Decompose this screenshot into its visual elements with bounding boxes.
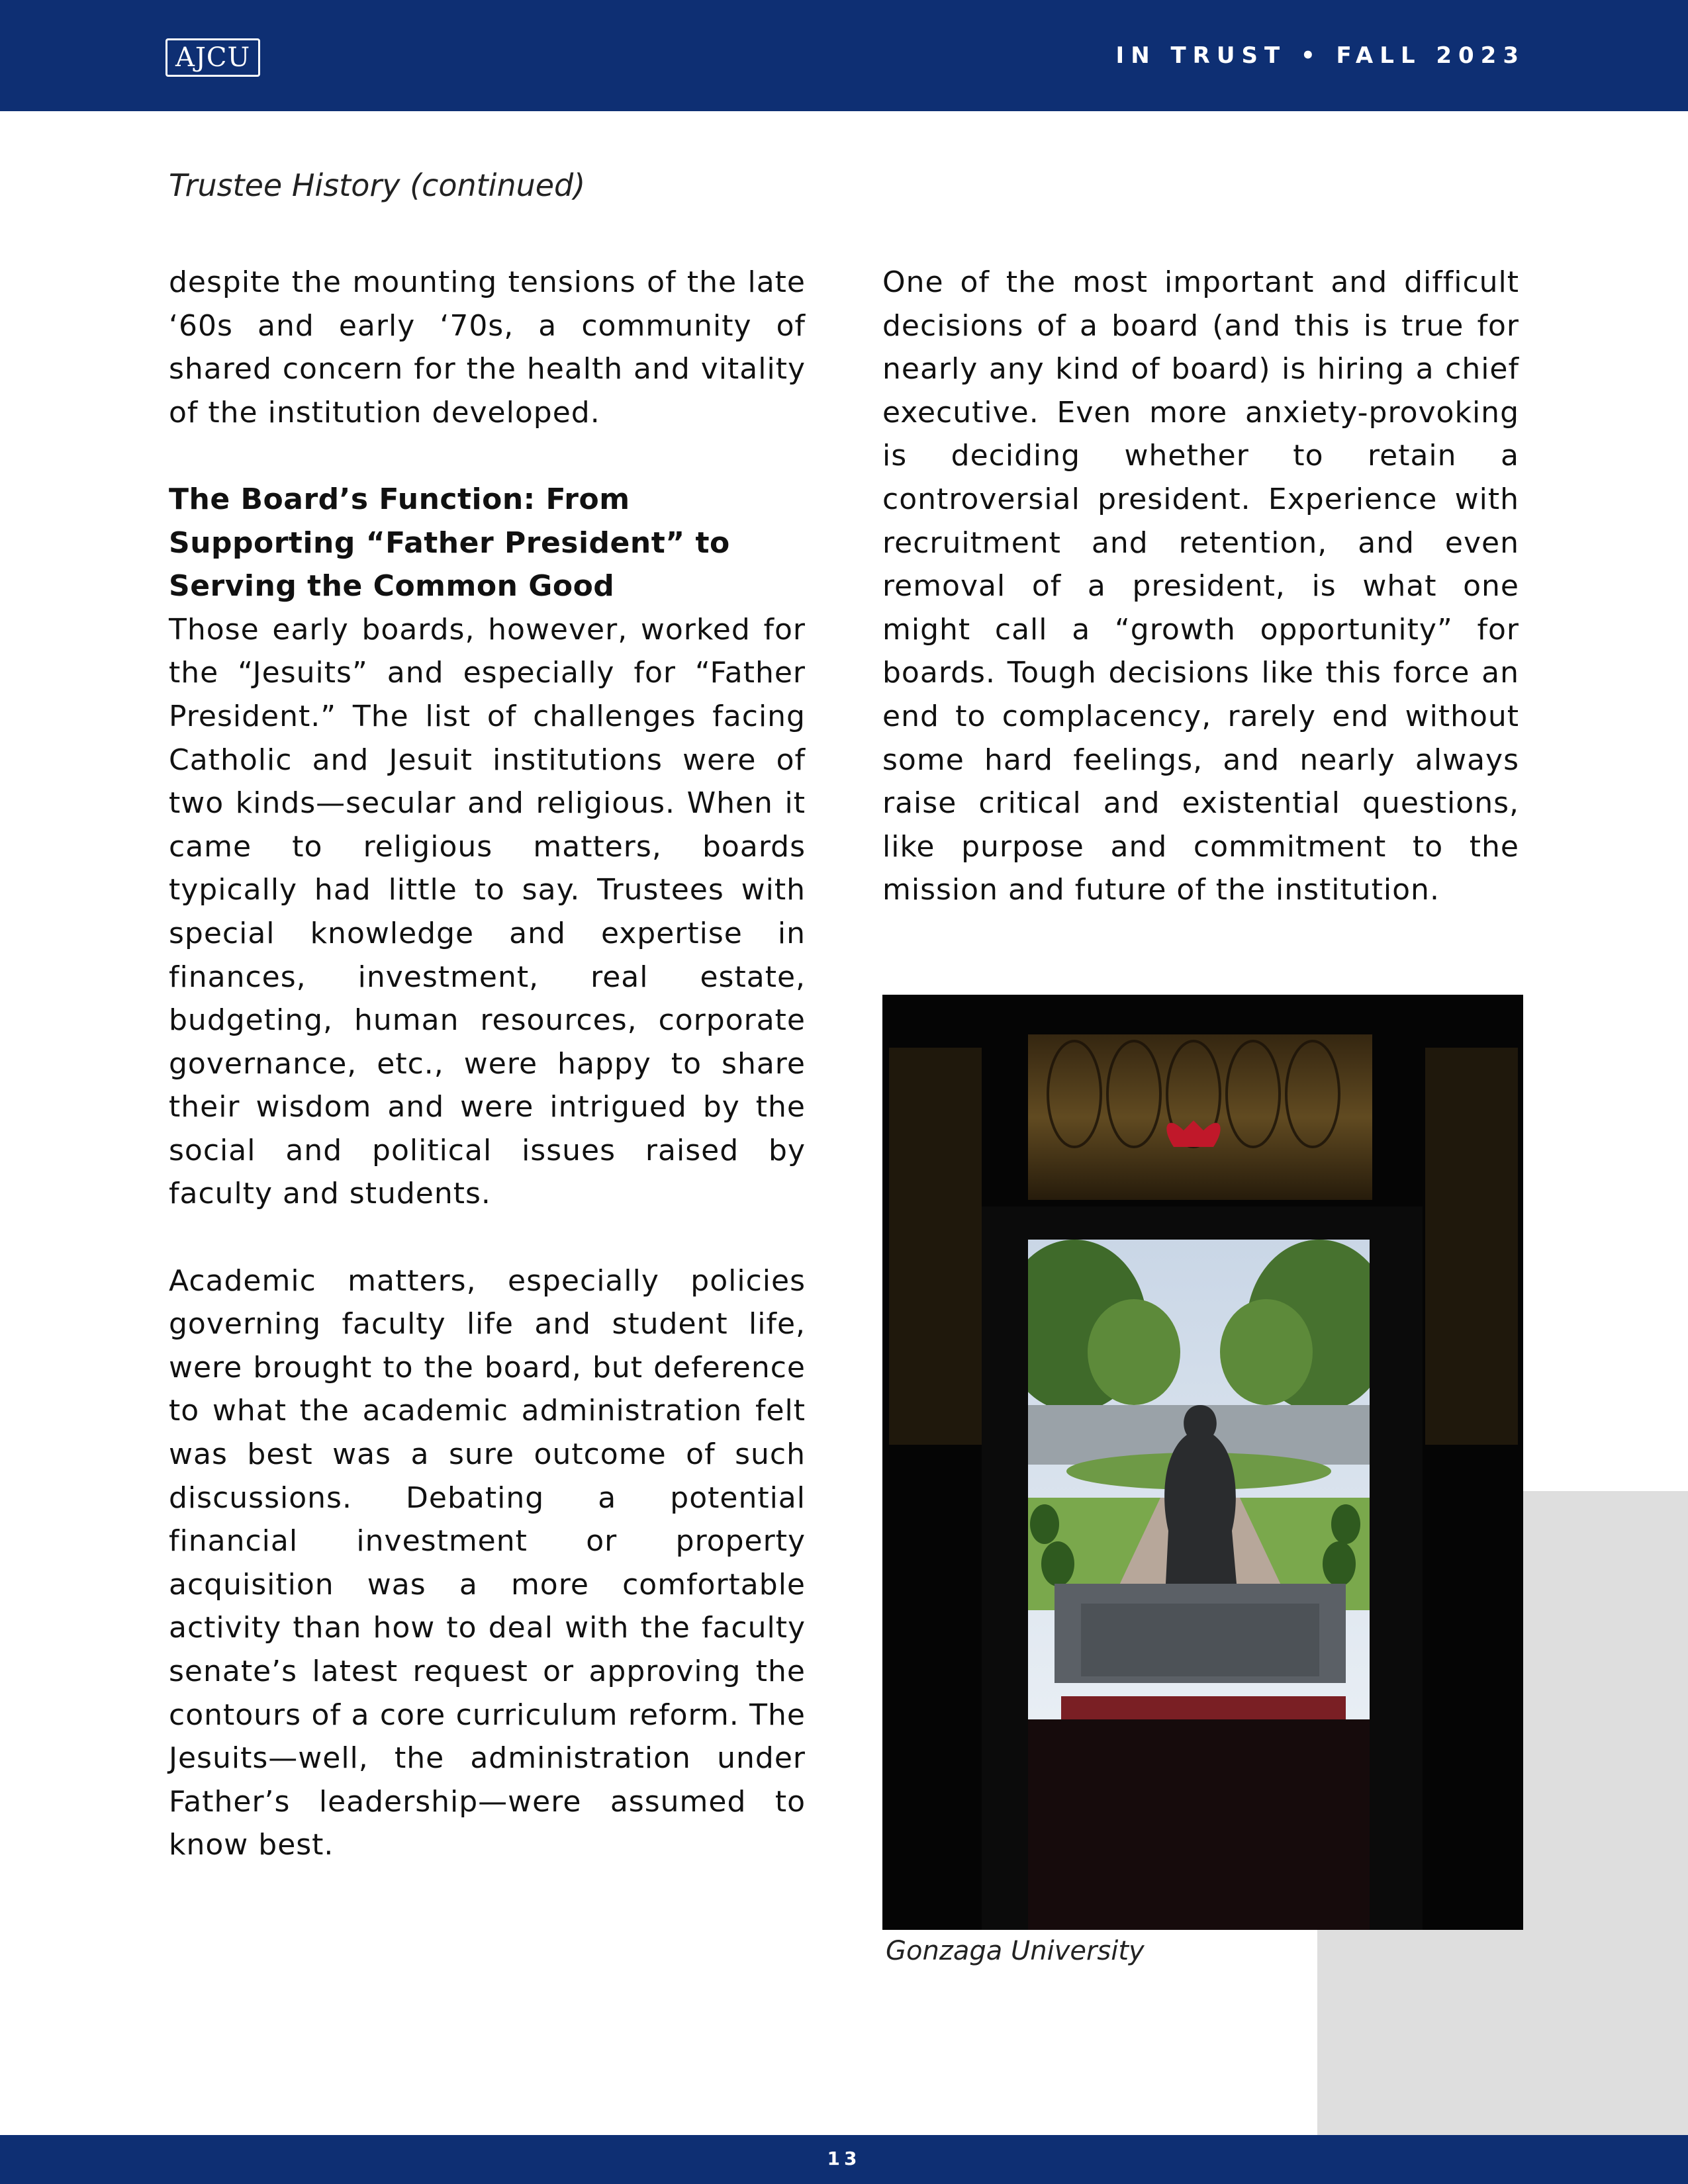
left-column <box>169 261 806 1867</box>
photo-caption: Gonzaga University <box>886 1936 1145 1966</box>
left-paragraph-3: Academic matters, especially policies governing faculty life and student life, were brought to the board, but deference to what the academic administration felt was best was a sure outcome of such discussions. Debating a potential financial investment or property acquisition was a more comfortable activity than how to deal with the faculty senate’s latest request or approving the contours of a core curriculum reform. The Jesuits—well, the administration under Father’s leadership—were assumed to know best. <box>169 1263 806 1862</box>
issue-label: IN TRUST • FALL 2023 <box>1115 42 1525 69</box>
right-column <box>882 261 1519 912</box>
doorway-statue-illustration <box>882 995 1523 1930</box>
ajcu-logo: AJCU <box>165 38 260 77</box>
left-paragraph-1: despite the mounting tensions of the late ‘60s and early ‘70s, a community of shared concern for the health and vitality of the institution developed. <box>169 265 806 430</box>
section-title: Trustee History (continued) <box>169 167 586 203</box>
page-footer <box>0 2135 1688 2184</box>
section-heading: The Board’s Function: From Supporting “Father President” to Serving the Common Good <box>169 482 730 604</box>
page-number: 13 <box>827 2148 861 2169</box>
gonzaga-photo <box>882 995 1523 1930</box>
left-paragraph-2: Those early boards, however, worked for the “Jesuits” and especially for “Father President.” The list of challenges facing Catholic and Jesuit institutions were of two kinds—secular and religious. When it came to religious matters, boards typically had little to say. Trustees with special knowledge and expertise in finances, investment, real estate, budgeting, human resources, corporate governance, etc., were happy to share their wisdom and were intrigued by the social and political issues raised by faculty and students. <box>169 612 806 1211</box>
page-header <box>0 0 1688 111</box>
right-paragraph-1: One of the most important and difficult decisions of a board (and this is true for nearly any kind of board) is hiring a chief executive. Even more anxiety-provoking is deciding whether to retain a controversial president. Experience with recruitment and retention, and even removal of a president, is what one might call a “growth opportunity” for boards. Tough decisions like this force an end to complacency, rarely end without some hard feelings, and nearly always raise critical and existential questions, like purpose and commitment to the mission and future of the institution. <box>882 265 1519 907</box>
